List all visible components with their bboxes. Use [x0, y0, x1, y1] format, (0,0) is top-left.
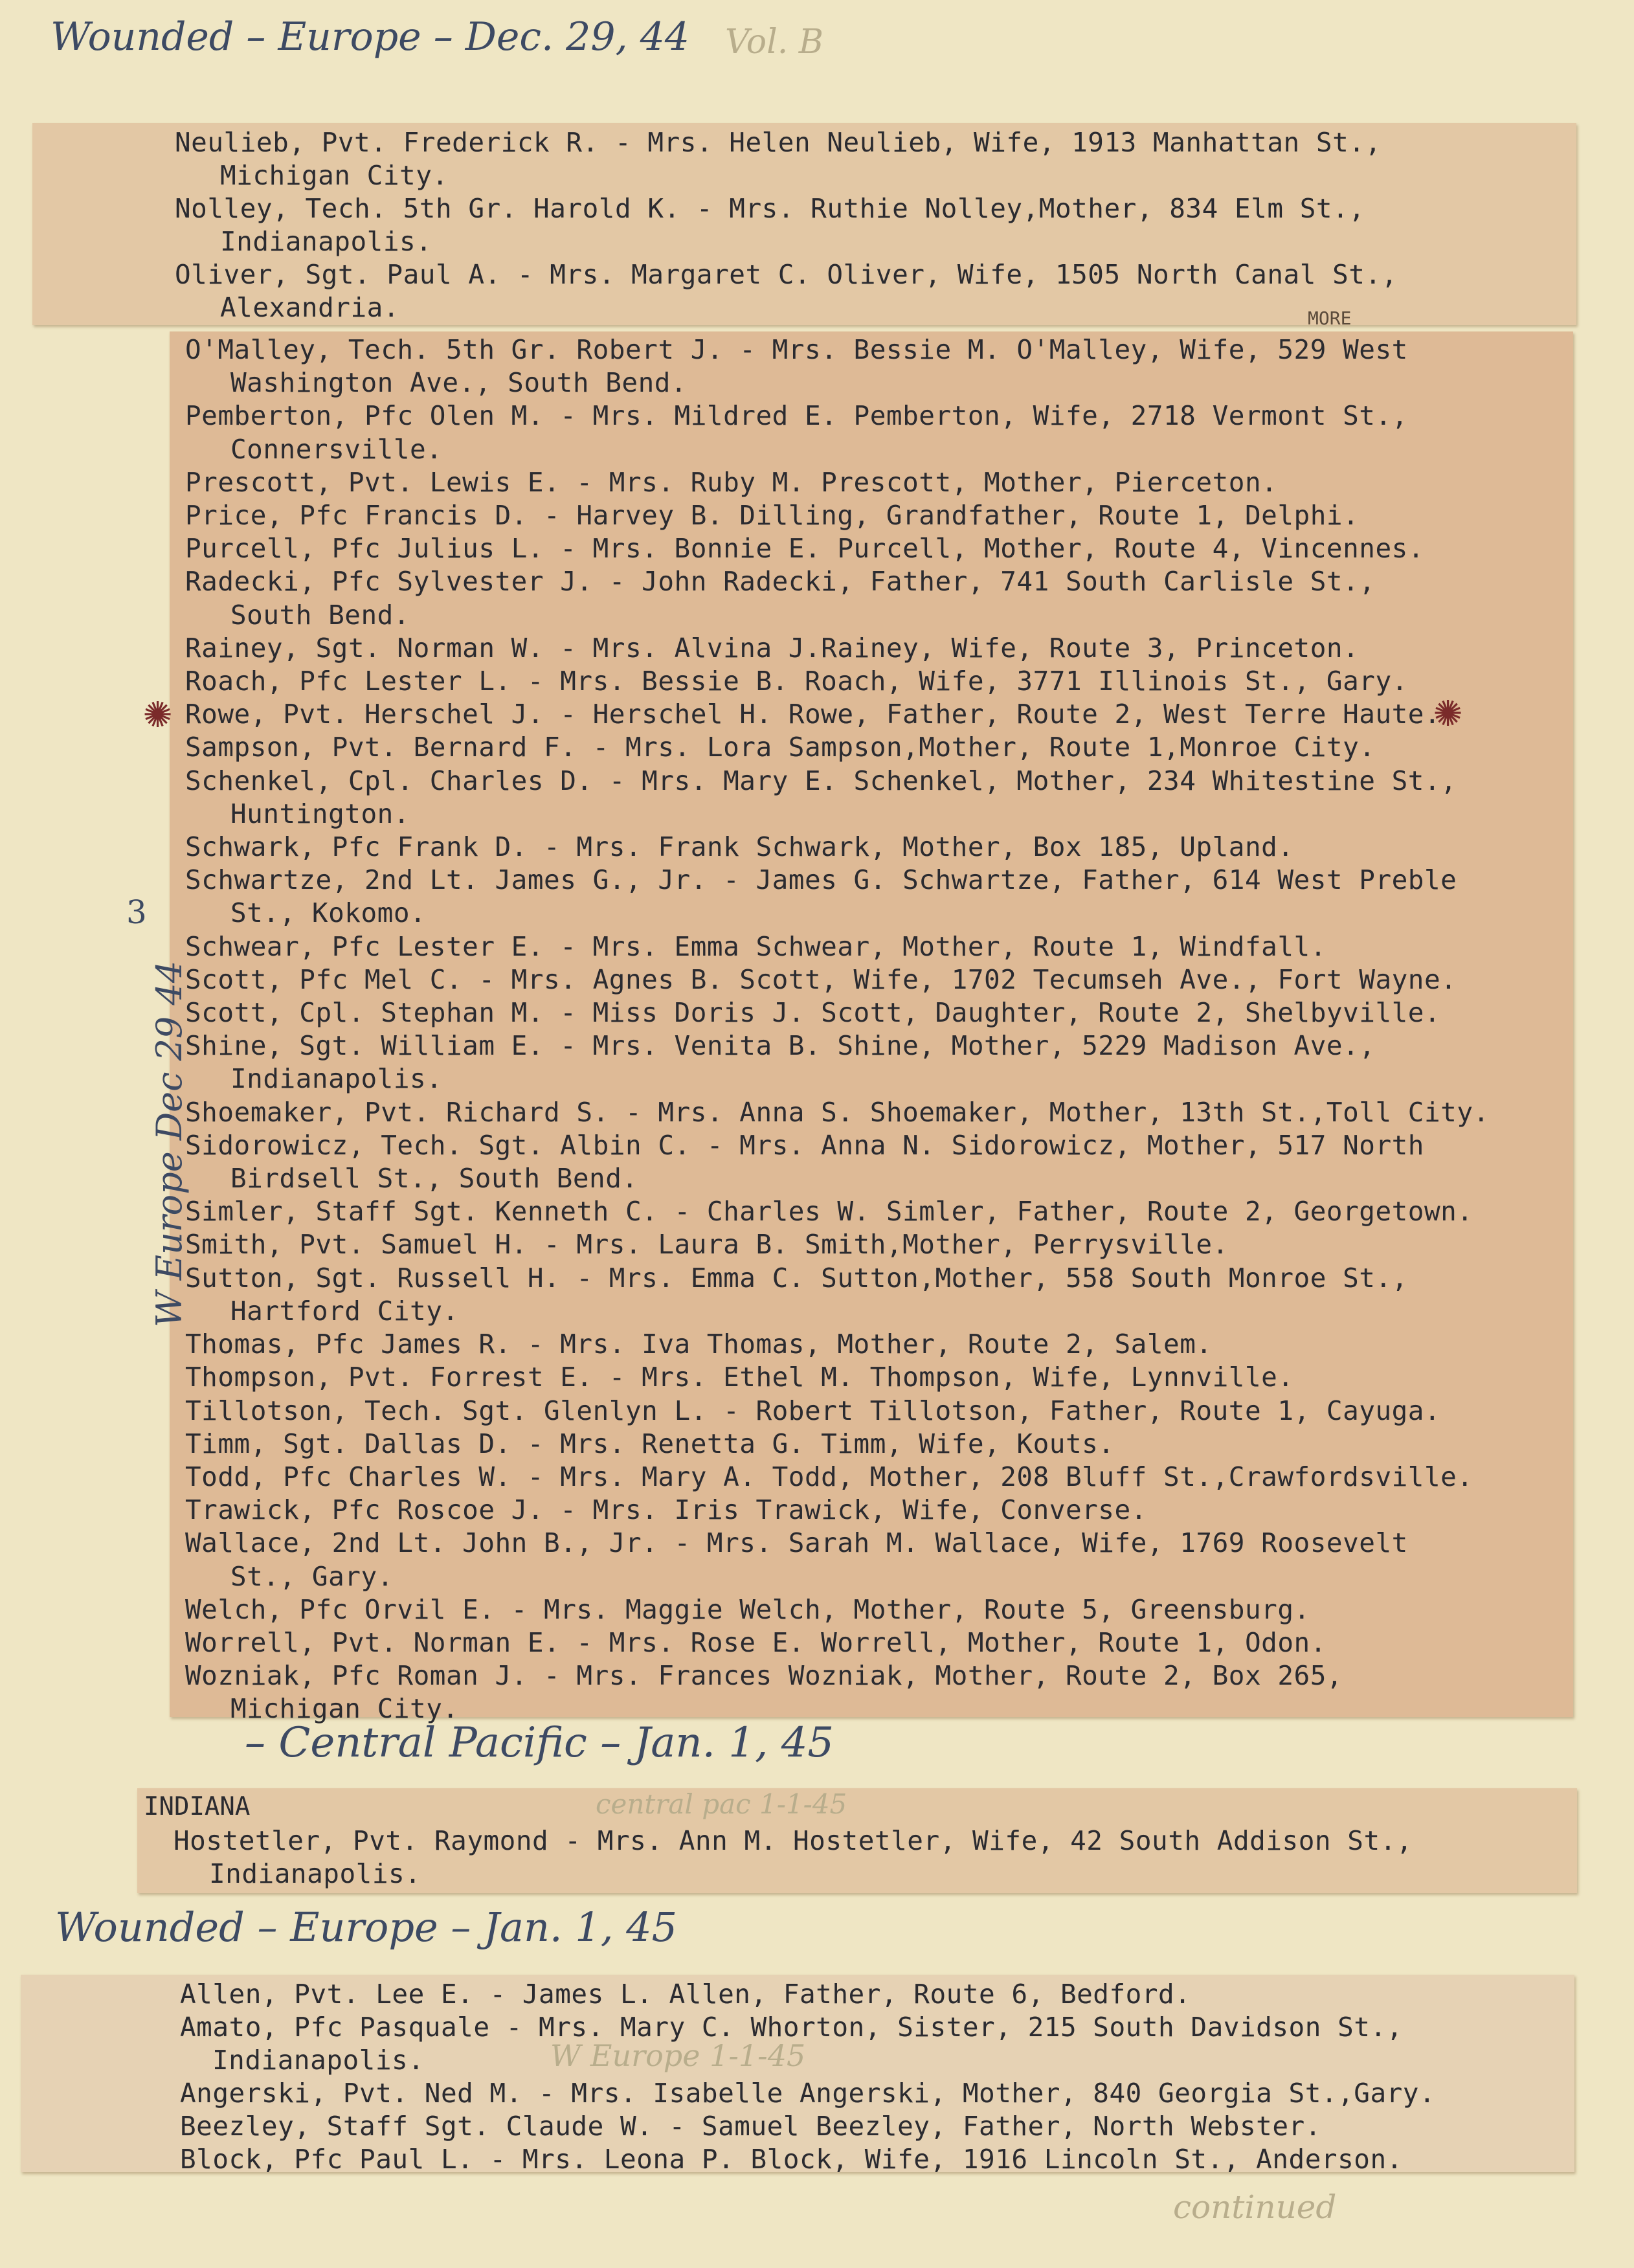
- entry-line: Tillotson, Tech. Sgt. Glenlyn L. - Robert Tillotson, Father, Route 1, Cayuga.: [185, 1395, 1441, 1426]
- clipping-d-entries: [180, 1978, 1435, 2176]
- w-europe-pencil-note: W Europe 1-1-45: [550, 2038, 806, 2073]
- entry-line: Thompson, Pvt. Forrest E. - Mrs. Ethel M. Thompson, Wife, Lynnville.: [185, 1362, 1294, 1393]
- entry-line: Radecki, Pfc Sylvester J. - John Radecki, Father, 741 South Carlisle St.,: [185, 566, 1376, 598]
- entry-line: Nolley, Tech. 5th Gr. Harold K. - Mrs. Ruthie Nolley,Mother, 834 Elm St.,: [175, 193, 1365, 224]
- entry-line: Allen, Pvt. Lee E. - James L. Allen, Father, Route 6, Bedford.: [180, 1979, 1191, 2010]
- entry-line: Shine, Sgt. William E. - Mrs. Venita B. Shine, Mother, 5229 Madison Ave.,: [185, 1030, 1376, 1062]
- entry-line: Scott, Pfc Mel C. - Mrs. Agnes B. Scott, Wife, 1702 Tecumseh Ave., Fort Wayne.: [185, 963, 1457, 995]
- entry-line: Wallace, 2nd Lt. John B., Jr. - Mrs. Sarah M. Wallace, Wife, 1769 Roosevelt: [185, 1527, 1408, 1559]
- entry-line: Hostetler, Pvt. Raymond - Mrs. Ann M. Hostetler, Wife, 42 South Addison St.,: [173, 1825, 1413, 1856]
- entry-line: Simler, Staff Sgt. Kenneth C. - Charles W. Simler, Father, Route 2, Georgetown.: [185, 1196, 1473, 1228]
- central-pac-pencil-note: central pac 1-1-45: [596, 1788, 847, 1820]
- entry-line: Pemberton, Pfc Olen M. - Mrs. Mildred E. Pemberton, Wife, 2718 Vermont St.,: [185, 400, 1408, 432]
- entry-continuation: Indianapolis.: [209, 1858, 421, 1889]
- margin-number: 3: [126, 893, 147, 931]
- entry-continuation: Hartford City.: [230, 1295, 459, 1327]
- more-mark: MORE: [1308, 308, 1352, 329]
- entry-continuation: Connersville.: [230, 433, 443, 465]
- wounded-jan-note: Wounded – Europe – Jan. 1, 45: [55, 1903, 678, 1951]
- entry-line: Beezley, Staff Sgt. Claude W. - Samuel Beezley, Father, North Webster.: [180, 2111, 1321, 2142]
- entry-line: Angerski, Pvt. Ned M. - Mrs. Isabelle Angerski, Mother, 840 Georgia St.,Gary.: [180, 2078, 1436, 2109]
- entry-continuation: Indianapolis.: [212, 2045, 425, 2076]
- entry-line: Schwark, Pfc Frank D. - Mrs. Frank Schwark, Mother, Box 185, Upland.: [185, 831, 1294, 863]
- entry-line: Rainey, Sgt. Norman W. - Mrs. Alvina J.Rainey, Wife, Route 3, Princeton.: [185, 632, 1360, 664]
- entry-line: Smith, Pvt. Samuel H. - Mrs. Laura B. Smith,Mother, Perrysville.: [185, 1229, 1229, 1261]
- entry-line: Todd, Pfc Charles W. - Mrs. Mary A. Todd, Mother, 208 Bluff St.,Crawfordsville.: [185, 1461, 1473, 1492]
- entry-continuation: Indianapolis.: [230, 1063, 443, 1095]
- entry-line: Thomas, Pfc James R. - Mrs. Iva Thomas, Mother, Route 2, Salem.: [185, 1329, 1213, 1360]
- entry-continuation: St., Kokomo.: [230, 897, 427, 929]
- entry-line: Worrell, Pvt. Norman E. - Mrs. Rose E. Worrell, Mother, Route 1, Odon.: [185, 1626, 1326, 1658]
- entry-line: Sampson, Pvt. Bernard F. - Mrs. Lora Sampson,Mother, Route 1,Monroe City.: [185, 732, 1376, 763]
- entry-line: Scott, Cpl. Stephan M. - Miss Doris J. Scott, Daughter, Route 2, Shelbyville.: [185, 997, 1441, 1029]
- entry-line: Timm, Sgt. Dallas D. - Mrs. Renetta G. Timm, Wife, Kouts.: [185, 1428, 1115, 1459]
- entry-line: O'Malley, Tech. 5th Gr. Robert J. - Mrs. Bessie M. O'Malley, Wife, 529 West: [185, 334, 1408, 365]
- clipping-a-entries: [175, 126, 1398, 324]
- entry-continuation: Michigan City.: [220, 160, 449, 191]
- entry-line: Sidorowicz, Tech. Sgt. Albin C. - Mrs. Anna N. Sidorowicz, Mother, 517 North: [185, 1129, 1424, 1161]
- header-pencil-note: Vol. B: [725, 23, 823, 62]
- entry-continuation: Birdsell St., South Bend.: [230, 1163, 638, 1195]
- entry-line: Schenkel, Cpl. Charles D. - Mrs. Mary E. Schenkel, Mother, 234 Whitestine St.,: [185, 765, 1457, 796]
- entry-line: Trawick, Pfc Roscoe J. - Mrs. Iris Trawick, Wife, Converse.: [185, 1494, 1147, 1526]
- central-pacific-note: – Central Pacific – Jan. 1, 45: [245, 1719, 834, 1767]
- entry-line: Sutton, Sgt. Russell H. - Mrs. Emma C. Sutton,Mother, 558 South Monroe St.,: [185, 1262, 1408, 1294]
- entry-line: Schwartze, 2nd Lt. James G., Jr. - James G. Schwartze, Father, 614 West Preble: [185, 864, 1457, 896]
- entry-line: Welch, Pfc Orvil E. - Mrs. Maggie Welch, Mother, Route 5, Greensburg.: [185, 1593, 1310, 1625]
- entry-line: Rowe, Pvt. Herschel J. - Herschel H. Rowe, Father, Route 2, West Terre Haute.: [185, 699, 1441, 730]
- entry-line: Roach, Pfc Lester L. - Mrs. Bessie B. Roach, Wife, 3771 Illinois St., Gary.: [185, 666, 1408, 697]
- clipping-b-entries: [185, 333, 1490, 1726]
- continued-note: continued: [1173, 2188, 1337, 2226]
- state-heading: INDIANA: [144, 1792, 251, 1821]
- entry-continuation: St., Gary.: [230, 1560, 394, 1592]
- entry-line: Price, Pfc Francis D. - Harvey B. Dilling, Grandfather, Route 1, Delphi.: [185, 500, 1360, 532]
- entry-line: Purcell, Pfc Julius L. - Mrs. Bonnie E. Purcell, Mother, Route 4, Vincennes.: [185, 533, 1424, 565]
- entry-continuation: Alexandria.: [220, 292, 400, 323]
- entry-line: Amato, Pfc Pasquale - Mrs. Mary C. Whorton, Sister, 215 South Davidson St.,: [180, 2012, 1403, 2043]
- header-handwritten-note: Wounded – Europe – Dec. 29, 44: [50, 14, 689, 60]
- margin-vertical-note: W Europe Dec 29 44: [149, 960, 190, 1327]
- entry-line: Wozniak, Pfc Roman J. - Mrs. Frances Wozniak, Mother, Route 2, Box 265,: [185, 1660, 1343, 1692]
- entry-continuation: Huntington.: [230, 798, 410, 829]
- entry-line: Shoemaker, Pvt. Richard S. - Mrs. Anna S. Shoemaker, Mother, 13th St.,Toll City.: [185, 1096, 1490, 1128]
- entry-continuation: South Bend.: [230, 599, 410, 631]
- right-star-mark-icon: ✺: [1434, 682, 1462, 737]
- entry-continuation: Washington Ave., South Bend.: [230, 367, 688, 399]
- entry-line: Neulieb, Pvt. Frederick R. - Mrs. Helen Neulieb, Wife, 1913 Manhattan St.,: [175, 127, 1382, 158]
- entry-continuation: Michigan City.: [230, 1693, 459, 1725]
- entry-line: Oliver, Sgt. Paul A. - Mrs. Margaret C. Oliver, Wife, 1505 North Canal St.,: [175, 259, 1398, 290]
- entry-continuation: Indianapolis.: [220, 226, 432, 257]
- entry-line: Prescott, Pvt. Lewis E. - Mrs. Ruby M. Prescott, Mother, Pierceton.: [185, 466, 1278, 498]
- entry-line: Schwear, Pfc Lester E. - Mrs. Emma Schwear, Mother, Route 1, Windfall.: [185, 930, 1326, 962]
- clipping-c-entries: [173, 1825, 1413, 1891]
- entry-line: Block, Pfc Paul L. - Mrs. Leona P. Block, Wife, 1916 Lincoln St., Anderson.: [180, 2144, 1403, 2175]
- left-star-mark-icon: ✺: [144, 684, 172, 738]
